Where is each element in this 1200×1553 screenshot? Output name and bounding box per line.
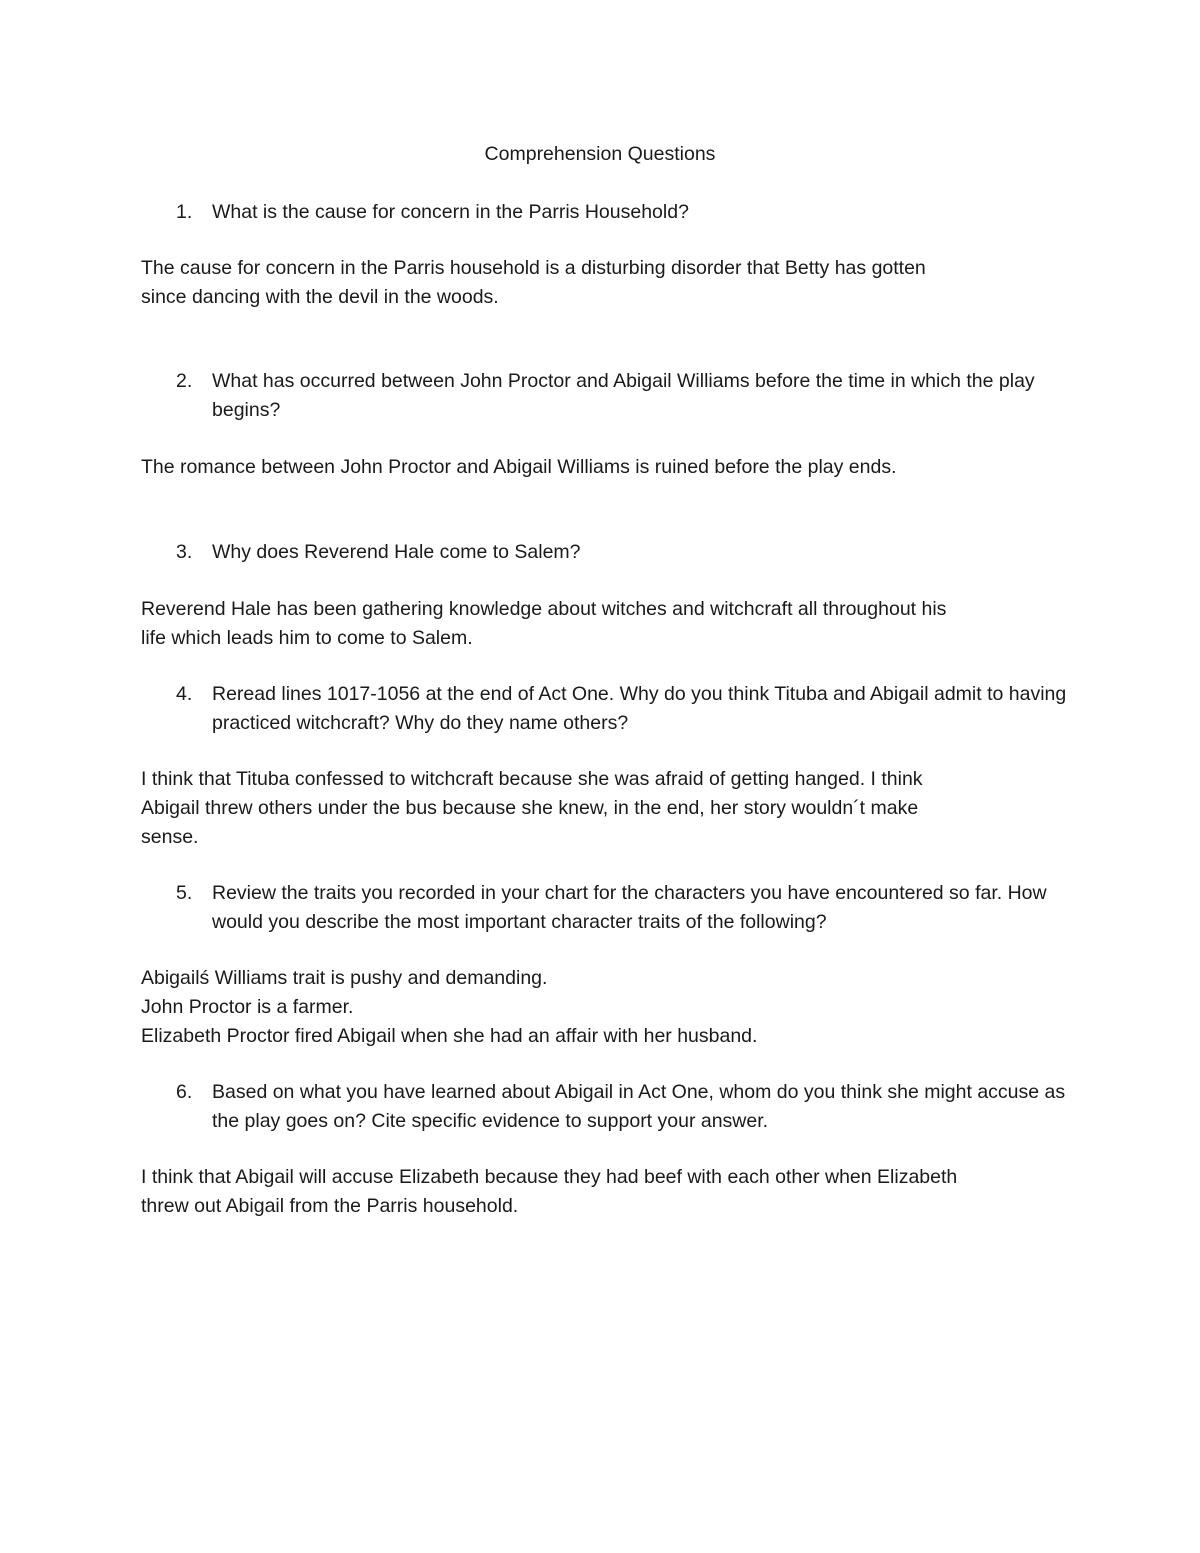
answer-line: Reverend Hale has been gathering knowledge about witches and witchcraft all throughout his xyxy=(141,598,947,620)
question-1 xyxy=(176,198,1076,227)
answer-line: Elizabeth Proctor fired Abigail when she had an affair with her husband. xyxy=(141,1025,758,1047)
question-number: 5. xyxy=(176,882,193,904)
question-3 xyxy=(176,538,1076,567)
question-line: What has occurred between John Proctor and Abigail Williams before the time in which xyxy=(212,370,961,392)
answer-line: The cause for concern in the Parris household is a disturbing disorder that Betty has gotten xyxy=(141,257,926,279)
question-line: the play begins? xyxy=(212,370,1035,421)
question-line: admit to having practiced witchcraft? Why do they name others? xyxy=(212,683,1067,734)
question-text xyxy=(212,879,1076,937)
answer-6 xyxy=(141,1163,1071,1221)
answer-5 xyxy=(141,964,1071,1051)
question-line: Review the traits you recorded in your chart for the characters you have encountered so xyxy=(212,882,970,904)
question-line: accuse as the play goes on? Cite specific evidence to support your answer. xyxy=(212,1081,1066,1132)
question-number: 2. xyxy=(176,370,193,392)
question-4 xyxy=(176,680,1076,738)
answer-line: John Proctor is a farmer. xyxy=(141,996,354,1018)
question-line: What is the cause for concern in the Parris Household? xyxy=(212,201,689,223)
question-text xyxy=(212,367,1076,425)
question-text xyxy=(212,1078,1076,1136)
answer-4 xyxy=(141,765,1071,852)
answer-line: life which leads him to come to Salem. xyxy=(141,627,473,649)
answer-3 xyxy=(141,595,1071,653)
question-line: far. How would you describe the most important character traits of the following? xyxy=(212,882,1047,933)
question-number: 4. xyxy=(176,683,193,705)
question-text xyxy=(212,538,1076,567)
answer-line: I think that Tituba confessed to witchcraft because she was afraid of getting hanged. I think xyxy=(141,768,923,790)
question-line: Reread lines 1017-1056 at the end of Act One. Why do you think Tituba and Abigail xyxy=(212,683,929,705)
question-line: Based on what you have learned about Abigail in Act One, whom do you think she might xyxy=(212,1081,972,1103)
answer-line: The romance between John Proctor and Abigail Williams is ruined before the play ends. xyxy=(141,456,897,478)
question-5 xyxy=(176,879,1076,937)
answer-line: I think that Abigail will accuse Elizabeth because they had beef with each other when Elizabeth xyxy=(141,1166,958,1188)
answer-line: Abigail threw others under the bus because she knew, in the end, her story wouldn´t make xyxy=(141,797,919,819)
question-number: 3. xyxy=(176,541,193,563)
question-text xyxy=(212,680,1076,738)
question-number: 1. xyxy=(176,201,193,223)
answer-2 xyxy=(141,453,1071,482)
question-text xyxy=(212,198,1076,227)
answer-line: threw out Abigail from the Parris household. xyxy=(141,1195,519,1217)
question-number: 6. xyxy=(176,1081,193,1103)
answer-line: since dancing with the devil in the woods. xyxy=(141,286,499,308)
document-title: Comprehension Questions xyxy=(484,143,716,165)
answer-line: sense. xyxy=(141,826,199,848)
question-2 xyxy=(176,367,1076,425)
answer-1 xyxy=(141,254,1071,312)
question-line: Why does Reverend Hale come to Salem? xyxy=(212,541,581,563)
answer-line: Abigailś Williams trait is pushy and demanding. xyxy=(141,967,548,989)
question-6 xyxy=(176,1078,1076,1136)
